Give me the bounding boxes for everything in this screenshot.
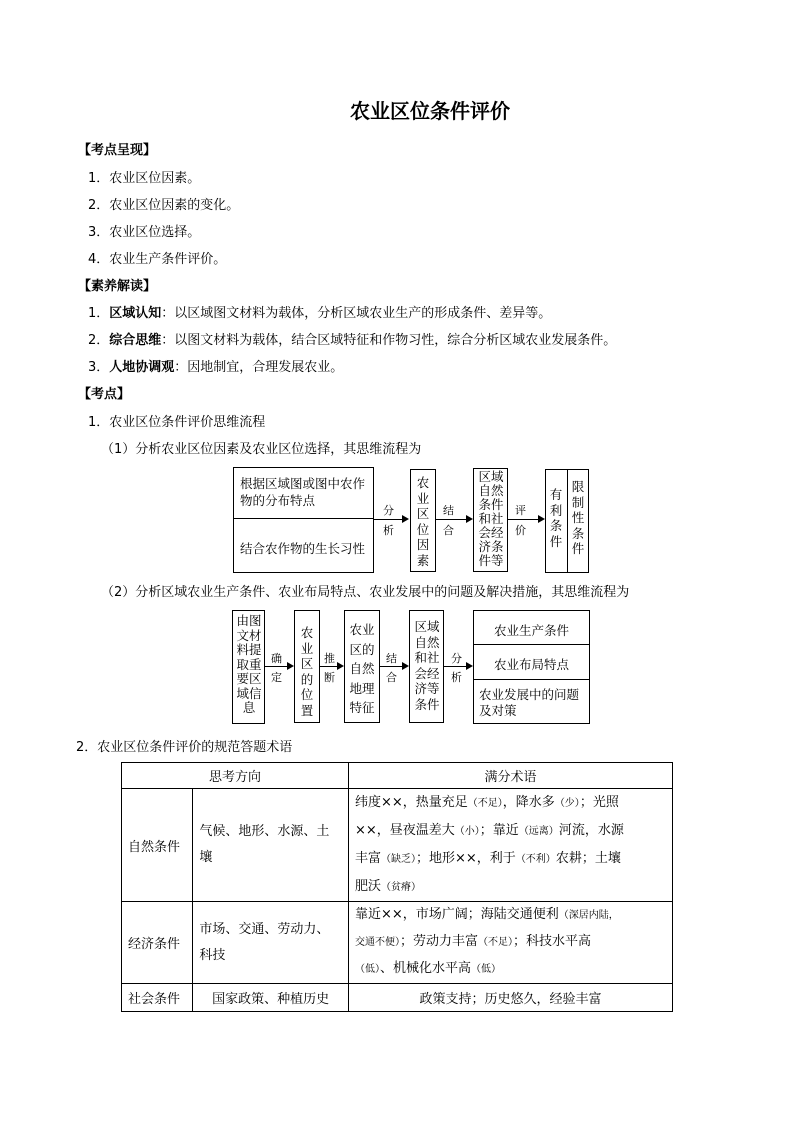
flow2-features-text: 农业区的自然地理特征: [349, 622, 375, 715]
category-cell: 社会条件: [122, 984, 193, 1012]
terms-annotation: （低）: [471, 964, 502, 975]
flow1-source-bottom: 结合农作物的生长习性: [240, 541, 366, 556]
terms-line: [355, 845, 666, 873]
flow1-arrow-2-label-b: 合: [443, 524, 454, 537]
flow2-info-box: [232, 610, 265, 724]
flow2-arrow-4-label-a: 分: [451, 652, 462, 665]
factors-cell: 国家政策、种植历史: [193, 984, 349, 1012]
flow2-arrow-1: [265, 666, 287, 667]
list-item: [88, 307, 551, 320]
terms-cell: [349, 789, 673, 902]
subheading: 1．农业区位条件评价思维流程: [88, 415, 266, 430]
terms-text: ，降水多: [502, 795, 555, 810]
arrow-head-icon: [287, 662, 294, 670]
flow2-arrow-2-label-a: 推: [324, 652, 335, 665]
table-header-cell: 思考方向: [122, 763, 349, 789]
factors-cell: 市场、交通、劳动力、科技: [193, 902, 349, 984]
table-header-cell: 满分术语: [349, 763, 673, 789]
flow1-favorable-text: 有利条件: [549, 487, 563, 549]
terms-line: [355, 789, 666, 817]
flow1-arrow-1-label-b: 析: [383, 524, 394, 537]
flow2-conditions-box: [409, 610, 444, 723]
terms-annotation: （远离）: [518, 826, 559, 837]
list-item: 4．农业生产条件评价。: [88, 252, 227, 267]
arrow-head-icon: [402, 662, 409, 670]
flow2-arrow-3-label-b: 合: [386, 671, 397, 684]
table-row: [122, 984, 673, 1012]
terms-text: 靠近××，市场广阔；海陆交通便利: [355, 907, 559, 922]
flow1-conditions-box: [473, 468, 508, 572]
item-text: ：以区域图文材料为载体，分析区域农业生产的形成条件、差异等。: [161, 306, 552, 321]
terms-cell: [349, 984, 673, 1012]
flow2-info-text: 由图文材料提取重要区域信息: [236, 613, 262, 715]
item-keyword: 综合思维: [109, 333, 162, 348]
flow1-limiting-text: 限制性条件: [571, 479, 585, 556]
flow2-arrow-4-label-b: 析: [451, 671, 462, 684]
terms-annotation: （小）: [454, 826, 480, 837]
flow1-source-box: [233, 467, 374, 573]
item-keyword: 区域认知: [109, 306, 162, 321]
terms-annotation: （低）: [355, 964, 380, 975]
flow1-factors-box: [410, 469, 436, 572]
item-text: ：因地制宜，合理发展农业。: [174, 360, 344, 375]
terms-text: ；靠近: [479, 823, 519, 838]
terms-annotation: （少）: [554, 798, 580, 809]
terms-text: 肥沃: [355, 879, 382, 894]
flow2-location-text: 农业区的位置: [300, 625, 314, 718]
flow2-arrow-3-label-a: 结: [386, 652, 397, 665]
arrow-head-icon: [466, 662, 473, 670]
terms-text: ；地形××，利于: [416, 851, 516, 866]
list-item: [88, 334, 616, 347]
terms-annotation: （缺乏）: [381, 854, 417, 865]
flow2-output-box: [473, 610, 590, 724]
flow1-arrow-2: [436, 519, 466, 520]
list-item: 1．农业区位因素。: [88, 171, 201, 186]
page-title: 农业区位条件评价: [350, 99, 510, 123]
flow2-arrow-1-label-a: 确: [271, 652, 282, 665]
factors-cell: 气候、地形、水源、土壤: [193, 789, 349, 902]
item-number: 1．: [88, 306, 110, 321]
terms-annotation: （深居内陆，: [558, 910, 619, 921]
section-heading-kaodian-chengxian: 【考点呈现】: [78, 143, 157, 158]
flow1-arrow-3-label-b: 价: [515, 524, 526, 537]
subheading: 2．农业区位条件评价的规范答题术语: [76, 740, 293, 755]
section-heading-kaodian: 【考点】: [78, 387, 131, 402]
flow2-output-1: 农业生产条件: [493, 623, 569, 638]
flow1-arrow-1-label-a: 分: [383, 504, 394, 517]
flow2-output-2: 农业布局特点: [493, 657, 569, 672]
list-item: 2．农业区位因素的变化。: [88, 198, 240, 213]
table-header-row: [122, 763, 673, 789]
section-heading-suyang-jiedu: 【素养解读】: [78, 279, 157, 294]
arrow-head-icon: [402, 515, 409, 523]
item-number: 2．: [88, 333, 110, 348]
flow1-conditions-text: 区域自然条件和社会经济条件等: [478, 469, 504, 568]
terms-line: [355, 817, 666, 845]
terms-text: 河流，水源: [558, 823, 624, 838]
terms-line: [355, 956, 666, 983]
terms-line: [355, 988, 666, 1007]
flow2-features-box: [344, 610, 380, 723]
flow2-output-3: 农业发展中的问题及对策: [479, 687, 580, 718]
item-number: 3．: [88, 360, 110, 375]
item-text: ：以图文材料为载体，结合区域特征和作物习性，综合分析区域农业发展条件。: [161, 333, 617, 348]
terms-text: ××，昼夜温差大: [355, 823, 455, 838]
flow2-conditions-text: 区域自然和社会经济等条件: [414, 619, 440, 712]
flow1-evaluation-box: [545, 469, 589, 573]
flow1-arrow-2-label-a: 结: [443, 504, 454, 517]
flow2-arrow-1-label-b: 定: [271, 671, 282, 684]
flow2-arrow-3: [380, 666, 402, 667]
flow2-arrow-2: [320, 666, 337, 667]
flow2-arrow-4: [444, 666, 466, 667]
terms-table: [121, 762, 673, 1012]
flow2-arrow-2-label-b: 断: [324, 671, 335, 684]
terms-text: ；劳动力丰富: [400, 934, 479, 949]
flow1-arrow-3: [508, 519, 538, 520]
terms-text: 农耕；土壤: [555, 851, 621, 866]
terms-annotation: （不足）: [478, 937, 514, 948]
item-keyword: 人地协调观: [109, 360, 175, 375]
terms-annotation: 交通不便）: [355, 937, 400, 948]
flow1-arrow-3-label-a: 评: [515, 504, 526, 517]
terms-annotation: （贫瘠）: [381, 882, 422, 893]
arrow-head-icon: [538, 515, 545, 523]
terms-annotation: （不利）: [515, 854, 556, 865]
subheading: （2）分析区域农业生产条件、农业布局特点、农业发展中的问题及解决措施，其思维流程为: [101, 585, 630, 600]
subheading: （1）分析农业区位因素及农业区位选择，其思维流程为: [101, 442, 422, 457]
flow1-arrow-1: [374, 519, 402, 520]
terms-text: 、机械化水平高: [380, 961, 472, 976]
terms-text: 政策支持；历史悠久，经验丰富: [419, 992, 602, 1007]
terms-cell: [349, 902, 673, 984]
flow1-source-top: 根据区域图或图中农作物的分布特点: [240, 476, 366, 508]
arrow-head-icon: [337, 662, 344, 670]
flow2-location-box: [294, 610, 320, 723]
terms-text: ；科技水平高: [513, 934, 592, 949]
terms-line: [355, 873, 666, 901]
terms-text: ；光照: [579, 795, 619, 810]
terms-text: 丰富: [355, 851, 382, 866]
table-row: [122, 789, 673, 902]
terms-text: 纬度××，热量充足: [355, 795, 468, 810]
list-item: 3．农业区位选择。: [88, 225, 201, 240]
terms-annotation: （不足）: [467, 798, 503, 809]
list-item: [88, 361, 343, 374]
terms-line: [355, 929, 666, 956]
arrow-head-icon: [466, 515, 473, 523]
flow1-factors-text: 农业区位因素: [416, 475, 430, 568]
terms-line: [355, 902, 666, 929]
table-row: [122, 902, 673, 984]
category-cell: 自然条件: [122, 789, 193, 902]
category-cell: 经济条件: [122, 902, 193, 984]
